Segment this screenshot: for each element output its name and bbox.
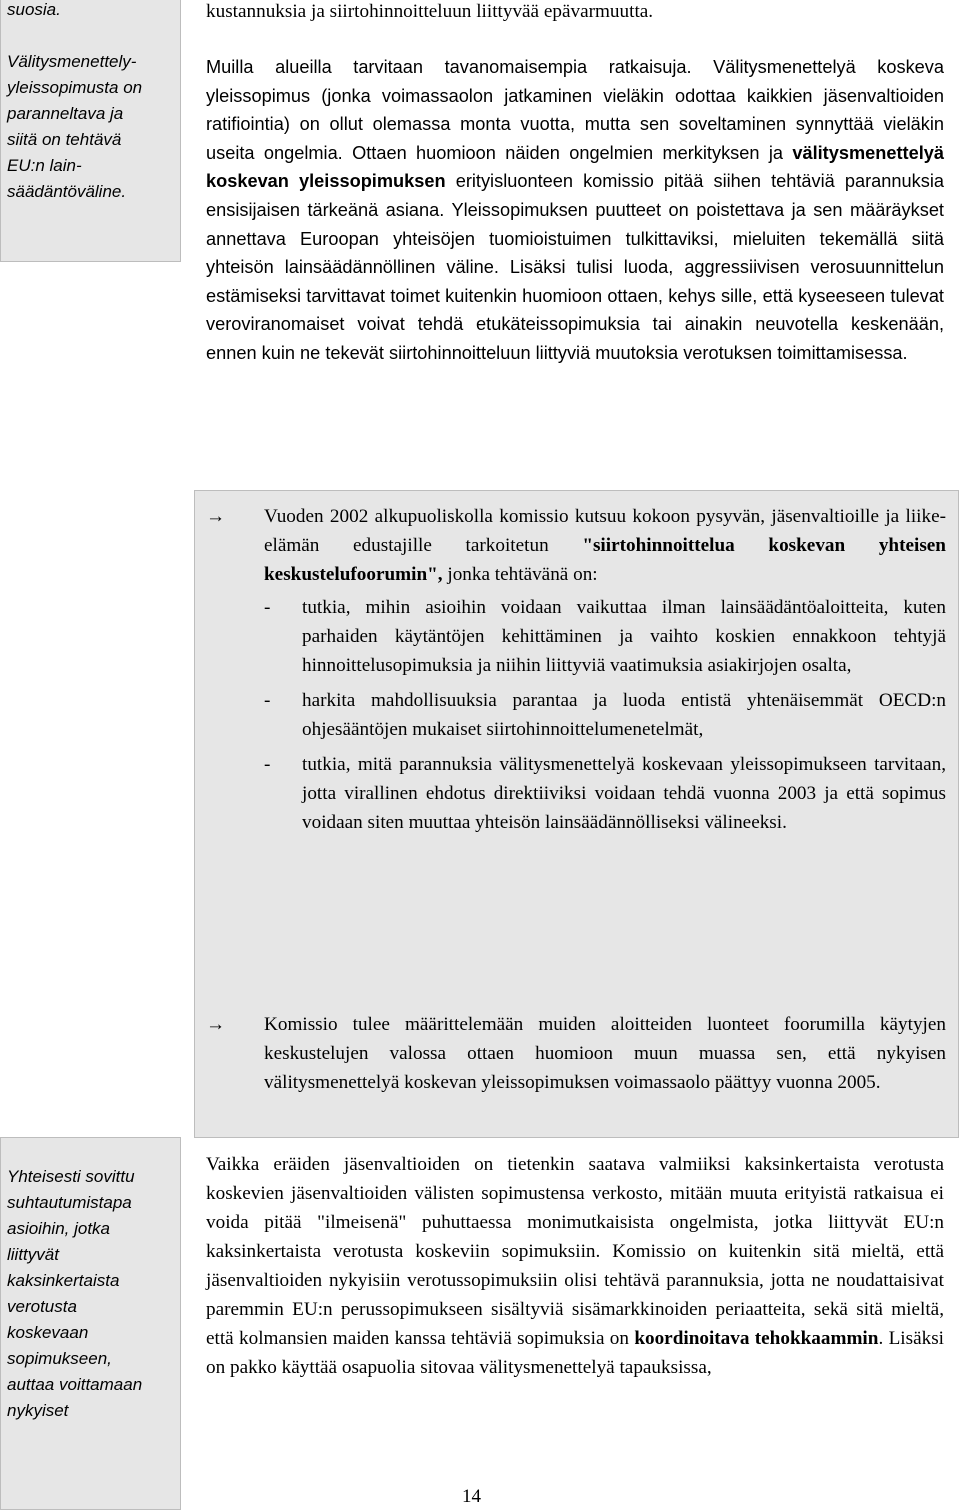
margin-note-line: paranneltava ja bbox=[7, 104, 124, 123]
margin-note-line: EU:n lain- bbox=[7, 156, 82, 175]
margin-note-line: Välitysmenettely- bbox=[7, 52, 137, 71]
margin-note-line: koskevaan bbox=[7, 1323, 89, 1342]
closing-paragraph bbox=[206, 1150, 944, 1382]
margin-note-line: siitä on tehtävä bbox=[7, 130, 122, 149]
list-item-text: tutkia, mihin asioihin voidaan vaikuttaa ilman lainsäädäntöaloitteita, kuten parhaiden käytäntöjen kehittäminen ja vaihto koskien ennakkoon tehtyjä hinnoittelusopimuksia ja niihin liittyviä vaatimuksia asiakirjojen osalta, bbox=[302, 597, 946, 676]
margin-note-line: suosia. bbox=[7, 0, 61, 19]
list-item-text: harkita mahdollisuuksia parantaa ja luoda entistä yhtenäisemmät OECD:n ohjesääntöjen mukaiset siirtohinnoittelumenetelmät, bbox=[302, 690, 946, 740]
action-item-text bbox=[264, 502, 946, 837]
list-item bbox=[264, 686, 946, 744]
margin-note-line: auttaa voittamaan bbox=[7, 1375, 143, 1394]
main-paragraph bbox=[206, 53, 944, 368]
margin-note-line: sopimukseen, bbox=[7, 1349, 112, 1368]
margin-note-line bbox=[7, 23, 174, 49]
main-text-bold: välitysmenettelyä koskevan yleissopimuksen bbox=[206, 142, 944, 192]
margin-note-line: kaksinkertaista bbox=[7, 1271, 120, 1290]
margin-note-bottom bbox=[0, 1137, 181, 1510]
closing-text-part2: . Lisäksi on pakko käyttää osapuolia sitovaa välitysmenettelyä tapauksissa, bbox=[206, 1328, 944, 1378]
action-item-forum bbox=[206, 502, 946, 843]
arrow-icon: → bbox=[206, 1014, 226, 1035]
action-item-text: Komissio tulee määrittelemään muiden aloitteiden luonteet foorumilla käytyjen keskustelujen valossa ottaen huomioon muun muassa sen, että nykyisen välitysmenettelyä koskevan yleissopimuksen voimassaolo päättyy vuonna 2005. bbox=[264, 1014, 946, 1093]
action-item-bold: "siirtohinnoittelua koskevan yhteisen keskustelufoorumin", bbox=[264, 535, 946, 585]
list-item bbox=[264, 750, 946, 837]
margin-note-line: nykyiset bbox=[7, 1401, 69, 1420]
margin-note-line: yleissopimusta on bbox=[7, 78, 143, 97]
margin-note-line: verotusta bbox=[7, 1297, 77, 1316]
action-item-commission bbox=[206, 1010, 946, 1097]
margin-note-line: liittyvät bbox=[7, 1245, 59, 1264]
dash-icon: - bbox=[264, 754, 271, 775]
dash-icon: - bbox=[264, 597, 271, 618]
page-number: 14 bbox=[462, 1486, 481, 1507]
intro-paragraph bbox=[206, 0, 944, 26]
margin-note-line: asioihin, jotka bbox=[7, 1219, 111, 1238]
margin-note-line: suhtautumistapa bbox=[7, 1193, 132, 1212]
margin-note-top bbox=[0, 0, 181, 262]
list-item-text: tutkia, mitä parannuksia välitysmenettelyä koskevaan yleissopimukseen tarvitaan, jotta virallinen ehdotus direktiiviksi voidaan tehdä vuonna 2003 ja että sopimus voidaan siten muuttaa yhteisön lainsäädännölliseksi välineeksi. bbox=[302, 754, 946, 833]
dash-icon: - bbox=[264, 690, 271, 711]
intro-text: kustannuksia ja siirtohinnoitteluun liittyvää epävarmuutta. bbox=[206, 1, 654, 22]
task-list bbox=[264, 593, 946, 837]
main-text-part1: Muilla alueilla tarvitaan tavanomaisempia ratkaisuja. Välitysmenettelyä koskeva yleissopimus (jonka voimassaolon jatkaminen vieläkin odottaa kaikkien jäsenvaltioiden ratifiointia) on ollut olemassa monta vuotta, mutta sen soveltaminen synnyttää vieläkin useita ongelmia. Ottaen huomioon näiden ongelmien merkityksen ja bbox=[206, 57, 944, 163]
action-item-part1: Vuoden 2002 alkupuoliskolla komissio kutsuu kokoon pysyvän, jäsenvaltioille ja liike-elämän edustajille tarkoitetun bbox=[264, 506, 946, 556]
margin-note-line: Yhteisesti sovittu bbox=[7, 1167, 135, 1186]
action-item-part2: jonka tehtävänä on: bbox=[442, 564, 598, 585]
list-item bbox=[264, 593, 946, 680]
arrow-icon: → bbox=[206, 506, 226, 527]
main-text-part2: erityisluonteen komissio pitää siihen tehtäviä parannuksia ensisijaisen tärkeänä asiana. Yleissopimuksen puutteet on poistettava ja sen määräykset annettava Euroopan yhteisöjen tuomioistuimen tulkittaviksi, mieluiten tekemällä siitä yhteisön lainsäädännöllinen väline. Lisäksi tulisi luoda, aggressiivisen verosuunnittelun estämiseksi tarvittavat toimet kuitenkin huomioon ottaen, kehys sille, että kyseeseen tulevat veroviranomaiset voivat tehdä etukäteissopimuksia tai ainakin neuvotella keskenään, ennen kuin ne tekevät siirtohinnoitteluun liittyviä muutoksia verotuksen toimittamisessa. bbox=[206, 171, 944, 363]
closing-text-bold: koordinoitava tehokkaammin bbox=[634, 1328, 879, 1349]
margin-note-line: säädäntöväline. bbox=[7, 182, 127, 201]
closing-text-part1: Vaikka eräiden jäsenvaltioiden on tietenkin saatava valmiiksi kaksinkertaista verotusta koskevien jäsenvaltioiden välisten sopimustensa verkosto, mitään muuta erityistä ratkaisua ei voida pitää "ilmeisenä" puhuttaessa monimutkaisista ongelmista, jotka liittyvät EU:n kaksinkertaista verotusta koskeviin sopimuksiin. Komissio on kuitenkin sitä mieltä, että jäsenvaltioiden nykyisiin verotussopimuksiin olisi tehtävä parannuksia, jotta ne noudattaisivat paremmin EU:n perussopimukseen sisältyviä sisämarkkinoiden periaatteita, sekä sitä mieltä, että kolmansien maiden kanssa tehtäviä sopimuksia on bbox=[206, 1154, 944, 1349]
